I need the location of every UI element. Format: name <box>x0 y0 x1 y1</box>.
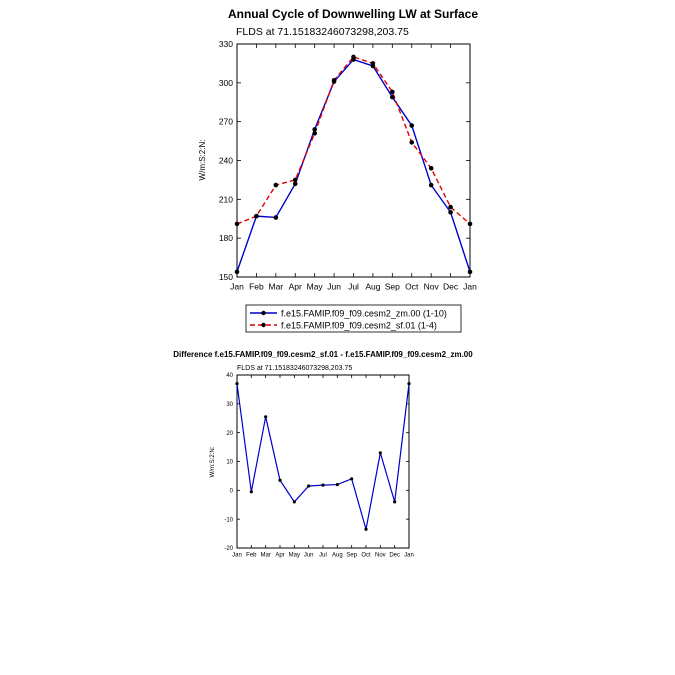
legend-marker-series2 <box>261 323 265 327</box>
chart2-series-1-point <box>278 479 281 482</box>
chart1-series-2-point <box>254 214 259 219</box>
chart2-xtick-label: Jun <box>303 552 314 559</box>
chart2-ylabel: W/m:S:2:N: <box>210 446 216 478</box>
chart1-series-2-point <box>371 61 376 66</box>
chart1-legend <box>246 305 461 332</box>
legend-label-series1: f.e15.FAMIP.f09_f09.cesm2_zm.00 (1-10) <box>281 308 447 319</box>
legend-label-series2: f.e15.FAMIP.f09_f09.cesm2_sf.01 (1-4) <box>281 320 437 331</box>
chart1-ytick-label: 150 <box>218 271 233 282</box>
chart1-series-2-point <box>448 205 453 210</box>
chart1-xtick-label: Mar <box>268 281 284 292</box>
chart1-xtick-label: Jun <box>327 281 341 292</box>
chart2-xtick-label: Dec <box>389 552 401 559</box>
chart1-ytick-label: 300 <box>218 77 233 88</box>
chart1-xtick-label: Sep <box>384 281 400 292</box>
chart1-frame <box>237 44 470 277</box>
chart1-series-2-point <box>293 178 298 183</box>
chart2-ytick-label: 30 <box>226 401 233 408</box>
chart2-ytick-label: 20 <box>226 430 233 437</box>
chart1-xtick-label: Jul <box>348 281 359 292</box>
chart1-series-2-point <box>332 78 337 83</box>
chart1-ylabel: W/m:S:2:N: <box>198 139 207 181</box>
chart1-xtick-label: Dec <box>443 281 459 292</box>
chart1-series-1-point <box>468 270 473 275</box>
chart2-series-1-point <box>379 451 382 454</box>
chart2-title: Difference f.e15.FAMIP.f09_f09.cesm2_sf.01 - f.e15.FAMIP.f09_f09.cesm2_zm.00 <box>173 350 473 359</box>
chart1-series-2-point <box>351 55 356 60</box>
chart2-series-1-point <box>336 483 339 486</box>
chart1-series-1-point <box>429 183 434 188</box>
chart1-ytick-label: 210 <box>218 194 233 205</box>
chart2-series-1-line <box>237 384 409 530</box>
chart2-xtick-label: Aug <box>331 552 343 559</box>
chart1-ytick-label: 180 <box>218 233 233 244</box>
chart2-series-1-point <box>350 477 353 480</box>
chart1-series-2-line <box>237 57 470 224</box>
chart2-series-1-point <box>293 500 296 503</box>
chart2-xtick-label: Apr <box>275 552 285 559</box>
chart2-series-1-point <box>235 382 238 385</box>
chart1-series-2-point <box>468 222 473 227</box>
chart1-xtick-label: Feb <box>249 281 264 292</box>
chart2-series-1-point <box>407 382 410 385</box>
chart1-ytick-label: 270 <box>218 116 233 127</box>
chart2-series-1-point <box>250 490 253 493</box>
chart2-subtitle: FLDS at 71.15183246073298,203.75 <box>237 365 353 372</box>
chart1-series-2-point <box>390 90 395 95</box>
chart1-series-1-point <box>235 270 240 275</box>
chart1-xtick-label: May <box>306 281 323 292</box>
chart1-ytick-label: 240 <box>218 155 233 166</box>
chart2-xtick-label: Nov <box>374 552 386 559</box>
chart2-xtick-label: Feb <box>246 552 257 559</box>
legend-marker-series1 <box>261 311 265 315</box>
chart2-xtick-label: Jul <box>319 552 327 559</box>
chart2-series-1-point <box>393 500 396 503</box>
chart1-plot-area <box>219 39 477 291</box>
chart2-series-1-point <box>264 415 267 418</box>
chart1-series-2-point <box>235 222 240 227</box>
chart1-series-2-point <box>274 183 279 188</box>
chart2-series-1-point <box>307 484 310 487</box>
chart2-xtick-label: Sep <box>346 552 358 559</box>
chart2-ytick-label: 0 <box>229 488 233 495</box>
chart1-ytick-label: 330 <box>218 38 233 49</box>
chart2-ytick-label: 40 <box>226 373 233 380</box>
chart1-xtick-label: Jan <box>230 281 244 292</box>
chart2-ytick-label: -10 <box>224 517 233 524</box>
chart2-xtick-label: Mar <box>260 552 271 559</box>
chart1-series-1-point <box>390 95 395 100</box>
chart2-plot-area <box>224 373 414 559</box>
chart1-series-2-point <box>429 166 434 171</box>
chart1-series-2-point <box>312 131 317 136</box>
chart1-series-1-point <box>448 210 453 215</box>
chart1-xtick-label: Aug <box>365 281 381 292</box>
chart1-xtick-label: Jan <box>463 281 477 292</box>
chart1-xtick-label: Oct <box>405 281 419 292</box>
chart1-subtitle: FLDS at 71.15183246073298,203.75 <box>236 26 409 38</box>
chart2-xtick-label: Oct <box>361 552 371 559</box>
chart1-series-1-point <box>274 215 279 220</box>
chart2-xtick-label: May <box>288 552 301 559</box>
chart1-xtick-label: Nov <box>423 281 439 292</box>
chart1-xtick-label: Apr <box>288 281 302 292</box>
chart2-ytick-label: 10 <box>226 459 233 466</box>
chart2-series-1-point <box>321 484 324 487</box>
chart1-series-2-point <box>409 140 414 145</box>
chart2-xtick-label: Jan <box>232 552 242 559</box>
chart2-series-1-point <box>364 528 367 531</box>
chart2-ytick-label: -20 <box>224 546 233 553</box>
chart2-xtick-label: Jan <box>404 552 414 559</box>
chart1-series-1-line <box>237 60 470 272</box>
chart1-title: Annual Cycle of Downwelling LW at Surface <box>227 7 479 21</box>
chart1-series-1-point <box>409 123 414 128</box>
